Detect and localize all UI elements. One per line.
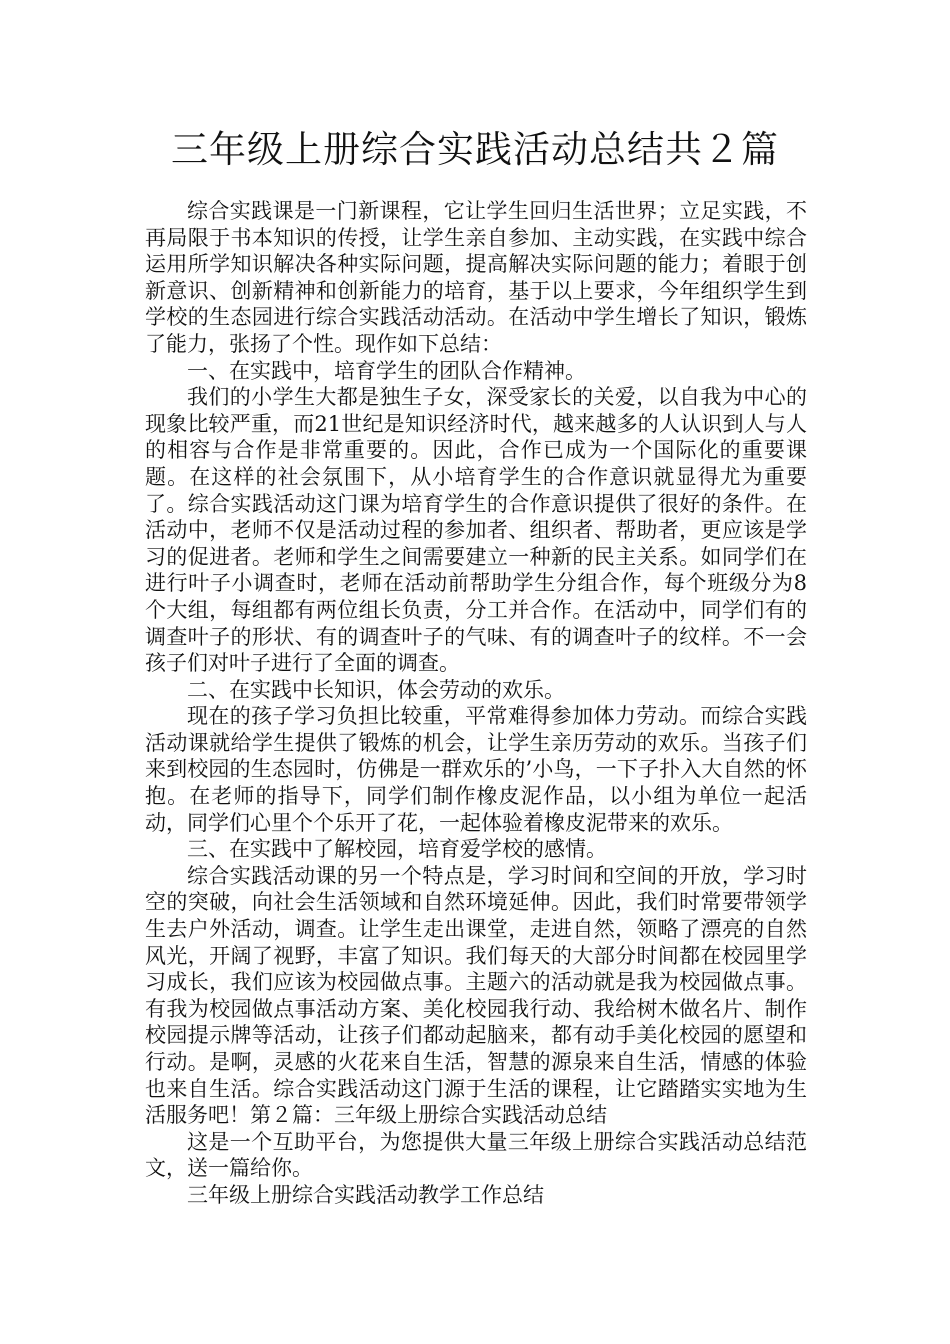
section-2-paragraph: 现在的孩子学习负担比较重，平常难得参加体力劳动。而综合实践活动课就给学生提供了锻炼的机会，让学生亲历劳动的欢乐。当孩子们来到校园的生态园时，仿佛是一群欢乐的’小鸟，一下子扑入大自然的怀抱。在老师的指导下，同学们制作橡皮泥作品，以小组为单位一起活动，同学们心里个个乐开了花，一起体验着橡皮泥带来的欢乐。 xyxy=(145,704,807,835)
section-heading-3: 三、在实践中了解校园，培育爱学校的感情。 xyxy=(187,837,607,862)
section-heading-1: 一、在实践中，培育学生的团队合作精神。 xyxy=(187,358,586,383)
section-3-paragraph: 综合实践活动课的另一个特点是，学习时间和空间的开放，学习时空的突破，向社会生活领域和自然环境延伸。因此，我们时常要带领学生去户外活动，调查。让学生走出课堂，走进自然，领略了漂亮的自然风光，开阔了视野，丰富了知识。我们每天的大部分时间都在校园里学习成长，我们应该为校园做点事。主题六的活动就是我为校园做点事。有我为校园做点事活动方案、美化校园我行动、我给树木做名片、制作校园提示牌等活动，让孩子们都动起脑来，都有动手美化校园的愿望和行动。是啊，灵感的火花来自生活，智慧的源泉来自生活，情感的体验也来自生活。综合实践活动这门源于生活的课程，让它踏踏实实地为生活服务吧！第２篇：三年级上册综合实践活动总结 xyxy=(145,863,807,1128)
document-title: 三年级上册综合实践活动总结共２篇 xyxy=(171,128,779,171)
document-body xyxy=(145,198,807,1209)
intro-paragraph: 综合实践课是一门新课程，它让学生回归生活世界；立足实践，不再局限于书本知识的传授，让学生亲自参加、主动实践，在实践中综合运用所学知识解决各种实际问题，提高解决实际问题的能力；着眼于创新意识、创新精神和创新能力的培育，基于以上要求，今年组织学生到学校的生态园进行综合实践活动活动。在活动中学生增长了知识，锻炼了能力，张扬了个性。现作如下总结： xyxy=(145,199,807,356)
platform-note-paragraph: 这是一个互助平台，为您提供大量三年级上册综合实践活动总结范文，送一篇给你。 xyxy=(145,1129,807,1181)
section-1-paragraph: 我们的小学生大都是独生子女，深受家长的关爱，以自我为中心的现象比较严重，而21世纪是知识经济时代，越来越多的人认识到人与人的相容与合作是非常重要的。因此，合作已成为一个国际化的重要课题。在这样的社会氛围下，从小培育学生的合作意识就显得尤为重要了。综合实践活动这门课为培育学生的合作意识提供了很好的条件。在活动中，老师不仅是活动过程的参加者、组织者、帮助者，更应该是学习的促进者。老师和学生之间需要建立一种新的民主关系。如同学们在进行叶子小调查时，老师在活动前帮助学生分组合作，每个班级分为8个大组，每组都有两位组长负责，分工并合作。在活动中，同学们有的调查叶子的形状、有的调查叶子的气味、有的调查叶子的纹样。不一会孩子们对叶子进行了全面的调查。 xyxy=(145,385,807,676)
section-heading-2: 二、在实践中长知识，体会劳动的欢乐。 xyxy=(187,677,565,702)
closing-heading: 三年级上册综合实践活动教学工作总结 xyxy=(187,1182,544,1207)
